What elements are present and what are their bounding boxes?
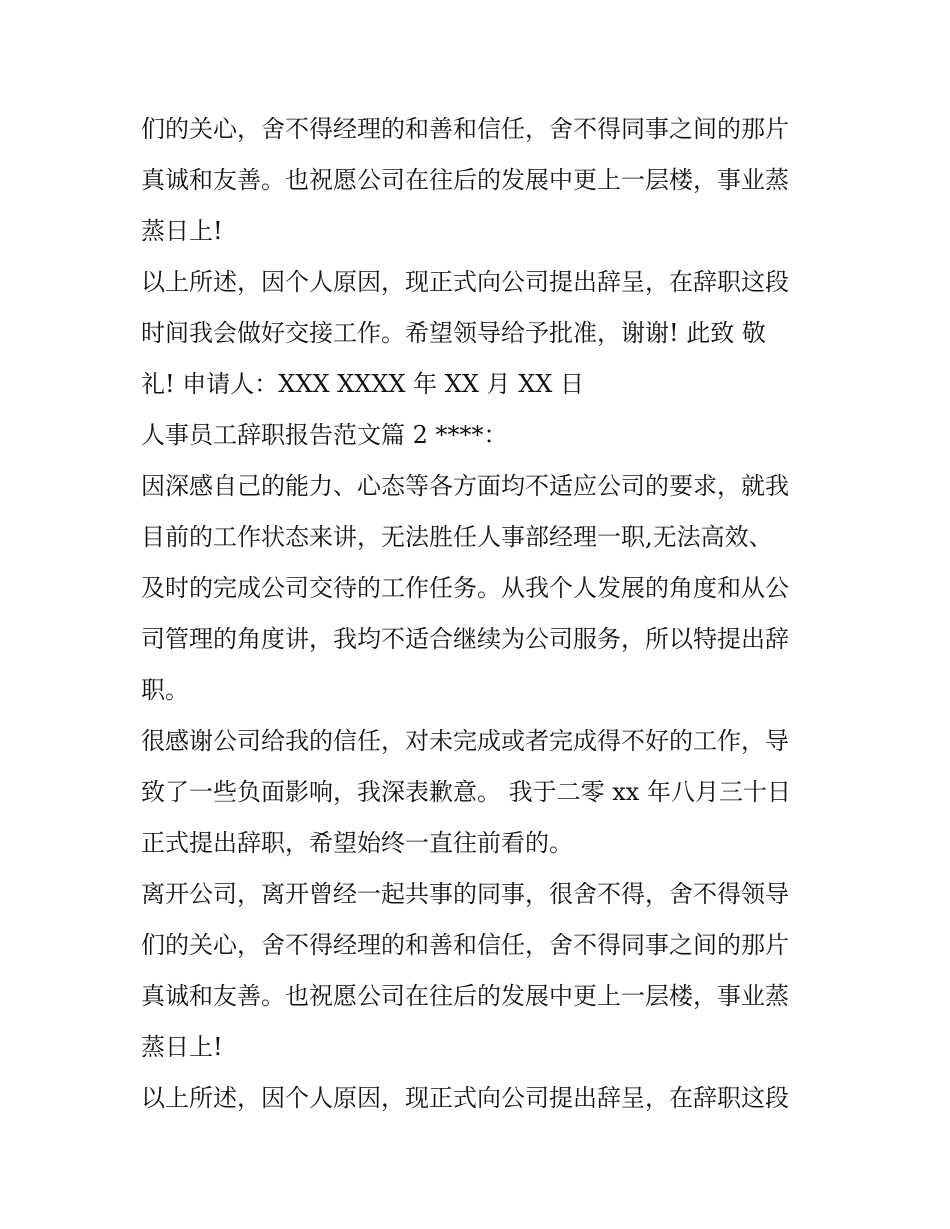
- text-line: 职。: [141, 676, 189, 704]
- text-line: 因深感自己的能力、心态等各方面均不适应公司的要求，就我: [141, 472, 789, 500]
- text-line: 时间我会做好交接工作。希望领导给予批准，谢谢! 此致 敬: [141, 319, 766, 347]
- text-line: 们的关心，舍不得经理的和善和信任，舍不得同事之间的那片: [141, 115, 789, 143]
- text-line: 蒸日上!: [141, 1033, 223, 1061]
- text-line: 真诚和友善。也祝愿公司在往后的发展中更上一层楼，事业蒸: [141, 982, 789, 1010]
- text-line: 离开公司，离开曾经一起共事的同事，很舍不得，舍不得领导: [141, 880, 789, 908]
- signature-line: 礼! 申请人：XXX XXXX 年 XX 月 XX 日: [141, 370, 584, 398]
- text-line: 们的关心，舍不得经理的和善和信任，舍不得同事之间的那片: [141, 931, 789, 959]
- text-line: 蒸日上!: [141, 217, 223, 245]
- text-line: 正式提出辞职，希望始终一直往前看的。: [141, 829, 573, 857]
- document-body: [141, 104, 831, 1124]
- text-line: 及时的完成公司交待的工作任务。从我个人发展的角度和从公: [141, 574, 789, 602]
- text-line: 以上所述，因个人原因，现正式向公司提出辞呈，在辞职这段: [141, 268, 789, 296]
- text-line: 以上所述，因个人原因，现正式向公司提出辞呈，在辞职这段: [141, 1084, 789, 1112]
- section-heading: 人事员工辞职报告范文篇 2 ****：: [141, 421, 508, 449]
- text-line: 很感谢公司给我的信任，对未完成或者完成得不好的工作，导: [141, 727, 789, 755]
- text-line: 司管理的角度讲，我均不适合继续为公司服务，所以特提出辞: [141, 625, 789, 653]
- text-line: 真诚和友善。也祝愿公司在往后的发展中更上一层楼，事业蒸: [141, 166, 789, 194]
- text-line: 致了一些负面影响，我深表歉意。 我于二零 xx 年八月三十日: [141, 778, 791, 806]
- text-line: 目前的工作状态来讲，无法胜任人事部经理一职,无法高效、: [141, 523, 773, 551]
